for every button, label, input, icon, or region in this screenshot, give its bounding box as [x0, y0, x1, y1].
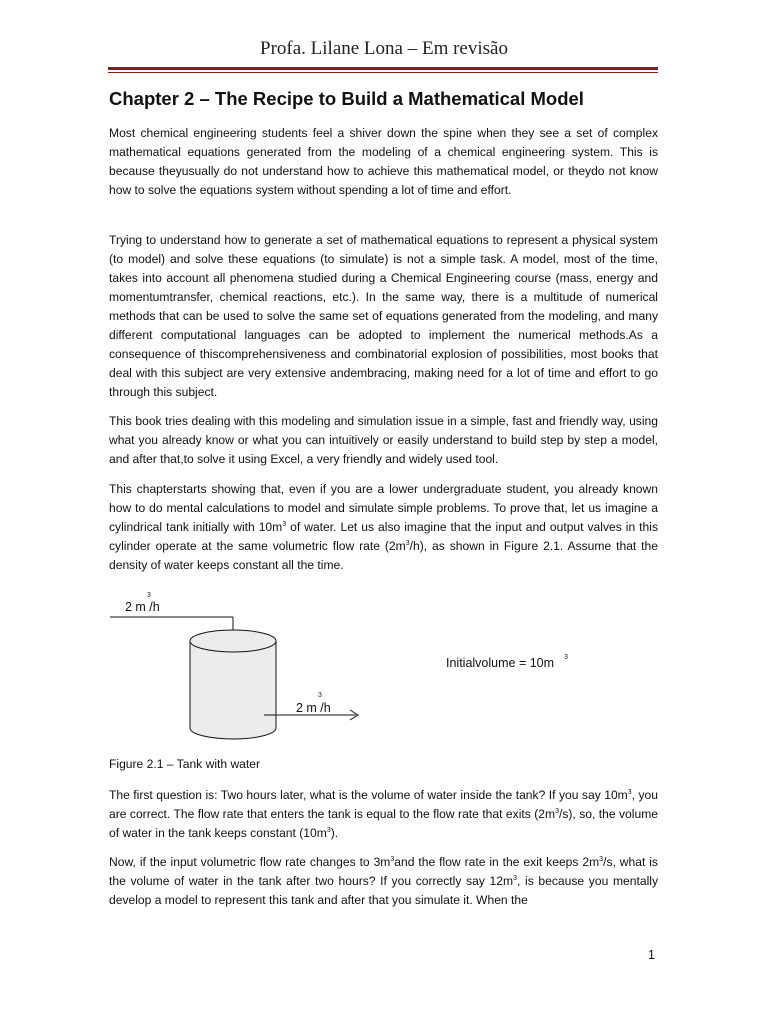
chapter-title: Chapter 2 – The Recipe to Build a Mathematical Model — [109, 88, 584, 109]
tank-bottom-fill — [190, 728, 276, 739]
inlet-flow-label: 2 m /h — [125, 600, 160, 614]
paragraph-6: Now, if the input volumetric flow rate changes to $3m^3and$ the flow rate in the exit keeps $2m^3/s$, what is the volume of water in the tank after two hours? If you correctly say $12m^3$, is because you mentally develop a model to represent this tank and after that you simulate it. When the — [109, 855, 658, 907]
paragraph-1: Most chemical engineering students feel a shiver down the spine when they see a set of complex mathematical equations generated from the modeling of a chemical engineering system. This is because theyusually do not understand how to achieve this mathematical model, or theydo not know how to solve the equations system without spending a lot of time and effort. — [109, 126, 658, 197]
header-rule-thin — [108, 72, 658, 73]
initial-volume-superscript: 3 — [564, 654, 568, 661]
running-header: Profa. Lilane Lona – Em revisão — [260, 38, 508, 59]
tank-top-ellipse — [190, 630, 276, 652]
paragraph-3: This book tries dealing with this modeling and simulation issue in a simple, fast and friendly way, using what you already know or what you can intuitively or easily understand to build step by step a model, and after that,to solve it using Excel, a very friendly and widely used tool. — [109, 414, 658, 466]
outlet-label-superscript: 3 — [318, 692, 322, 699]
tank-figure — [100, 595, 400, 745]
paragraph-2: Trying to understand how to generate a set of mathematical equations to represent a physical system (to model) and solve these equations (to simulate) is not a simple task. A model, most of the time, takes into account all phenomena studied during a Chemical Engineering course (mass, energy and momentumtransfer, chemical reactions, etc.). In the same way, there is a multitude of numerical methods that can be used to solve the same set of equations generated from the modeling, and many different computational languages can be adopted to implement the numerical methods.As a consequence of thiscomprehensiveness and combinatorial explosion of possibilities, most books that deal with this subject are very extensive andembracing, making need for a lot of time and effort to go through this subject. — [109, 233, 658, 399]
page-number: 1 — [648, 948, 655, 962]
paragraph-5: The first question is: Two hours later, what is the volume of water inside the tank? If you say $10m^3$, you are correct. The flow rate that enters the tank is equal to the flow rate that exits $(2m^3/s)$, so, the volume of water in the tank keeps constant $(10m^3)$. — [109, 788, 658, 840]
inlet-label-superscript: 3 — [147, 592, 151, 599]
tank-body-fill — [190, 641, 276, 728]
initial-volume-label: Initialvolume = 10m — [446, 656, 555, 670]
paragraph-4: This chapterstarts showing that, even if you are a lower undergraduate student, you already known how to do mental calculations to model and simulate simple problems. To prove that, let us imagine a cylindrical tank initially with $10m^3$ of water. Let us also imagine that the input and output valves in this cylinder operate at the same volumetric flow rate $(2m^3/h)$, as shown in Figure 2.1. Assume that the density of water keeps constant all the time. — [109, 482, 659, 572]
header-rule-thick — [108, 67, 658, 70]
outlet-flow-label: 2 m /h — [296, 701, 331, 715]
figure-caption: Figure 2.1 – Tank with water — [109, 757, 261, 771]
